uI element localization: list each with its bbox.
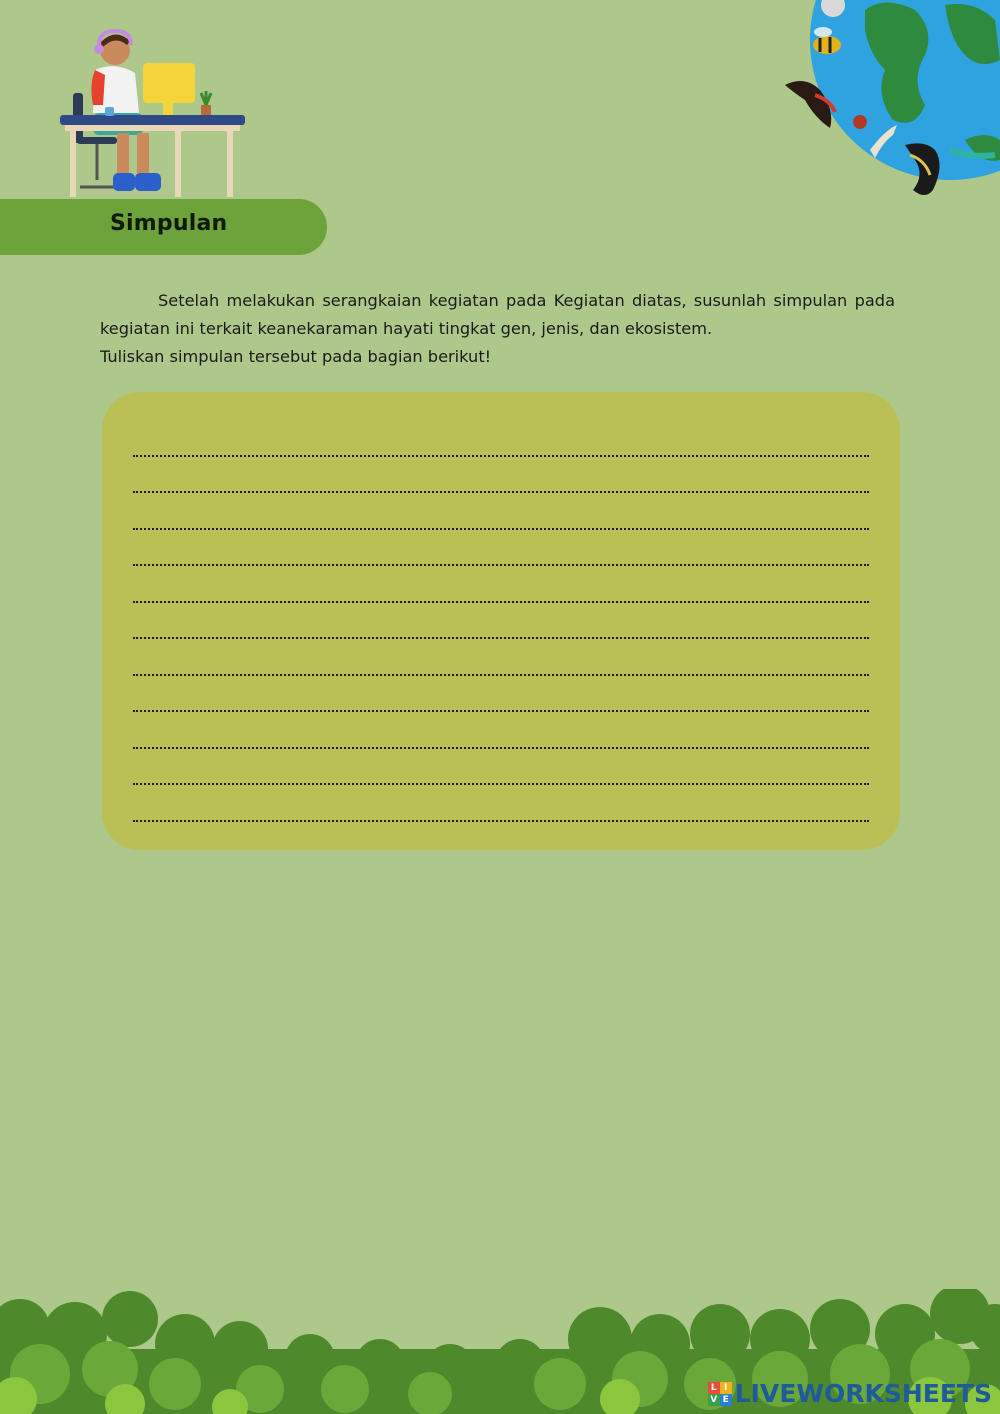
- answer-line[interactable]: [133, 712, 869, 749]
- answer-line[interactable]: [133, 493, 869, 530]
- answer-line[interactable]: [133, 457, 869, 494]
- answer-lines: [133, 420, 869, 822]
- answer-line[interactable]: [133, 639, 869, 676]
- liveworksheets-logo-icon: L I V E: [708, 1382, 732, 1406]
- student-at-computer-illustration: [55, 25, 250, 200]
- answer-line[interactable]: [133, 676, 869, 713]
- answer-box[interactable]: [102, 392, 900, 850]
- instructions-text: [100, 287, 895, 371]
- answer-line[interactable]: [133, 566, 869, 603]
- instruction-prompt: Tuliskan simpulan tersebut pada bagian berikut!: [100, 347, 492, 366]
- liveworksheets-text: LIVEWORKSHEETS: [734, 1379, 992, 1408]
- earth-globe-illustration: [775, 0, 1000, 205]
- answer-line[interactable]: [133, 420, 869, 457]
- instruction-paragraph: Setelah melakukan serangkaian kegiatan pada Kegiatan diatas, susunlah simpulan pada kegiatan ini terkait keanekaraman hayati tingkat gen, jenis, dan ekosistem.: [100, 291, 895, 338]
- answer-line[interactable]: [133, 530, 869, 567]
- liveworksheets-branding: [708, 1380, 992, 1408]
- answer-line[interactable]: [133, 785, 869, 822]
- answer-line[interactable]: [133, 603, 869, 640]
- answer-line[interactable]: [133, 749, 869, 786]
- section-title: Simpulan: [110, 211, 228, 236]
- section-header-tab: [0, 199, 327, 255]
